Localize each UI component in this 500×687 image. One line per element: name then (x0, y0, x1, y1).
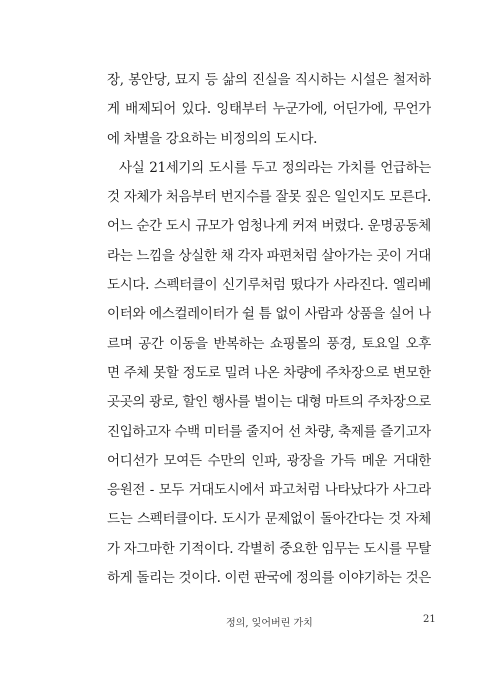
body-line-17: 가 자그마한 기적이다. 각별히 중요한 임무는 도시를 무탈 (107, 540, 431, 557)
body-line-3: 에 차별을 강요하는 비정의의 도시다. (107, 130, 318, 147)
body-line-1: 장, 봉안당, 묘지 등 삶의 진실을 직시하는 시설은 철저하 (107, 72, 431, 88)
body-line-9: 이터와 에스컬레이터가 쉴 틈 없이 사람과 상품을 실어 나 (107, 306, 431, 323)
body-line-6: 어느 순간 도시 규모가 엄청나게 커져 버렸다. 운명공동체 (107, 218, 431, 235)
body-line-4: 사실 21세기의 도시를 두고 정의라는 가치를 언급하는 (119, 159, 431, 176)
body-line-11: 면 주체 못할 정도로 밀려 나온 차량에 주차장으로 변모한 (107, 364, 431, 381)
body-line-18: 하게 돌리는 것이다. 이런 판국에 정의를 이야기하는 것은 (107, 570, 431, 587)
body-line-2: 게 배제되어 있다. 잉태부터 누군가에, 어딘가에, 무언가 (107, 101, 431, 118)
body-line-7: 라는 느낌을 상실한 채 각자 파편처럼 살아가는 곳이 거대 (107, 247, 431, 264)
body-line-13: 진입하고자 수백 미터를 줄지어 선 차량, 축제를 즐기고자 (107, 423, 431, 440)
body-line-14: 어디선가 모여든 수만의 인파, 광장을 가득 메운 거대한 (107, 452, 431, 469)
body-text (107, 66, 431, 593)
body-line-8: 도시다. 스펙터클이 신기루처럼 떴다가 사라진다. 엘리베 (107, 277, 431, 294)
body-line-5: 것 자체가 처음부터 번지수를 잘못 짚은 일인지도 모른다. (107, 189, 431, 206)
running-footer-title: 정의, 잊어버린 가치 (226, 618, 313, 629)
body-line-12: 곳곳의 광로, 할인 행사를 벌이는 대형 마트의 주차장으로 (107, 394, 431, 411)
page-footer (0, 612, 500, 632)
page-number: 21 (423, 614, 436, 625)
body-line-10: 르며 공간 이동을 반복하는 쇼핑몰의 풍경, 토요일 오후 (107, 335, 431, 352)
body-line-16: 드는 스펙터클이다. 도시가 문제없이 돌아간다는 것 자체 (107, 511, 431, 528)
body-line-15: 응원전 - 모두 거대도시에서 파고처럼 나타났다가 사그라 (107, 482, 431, 499)
